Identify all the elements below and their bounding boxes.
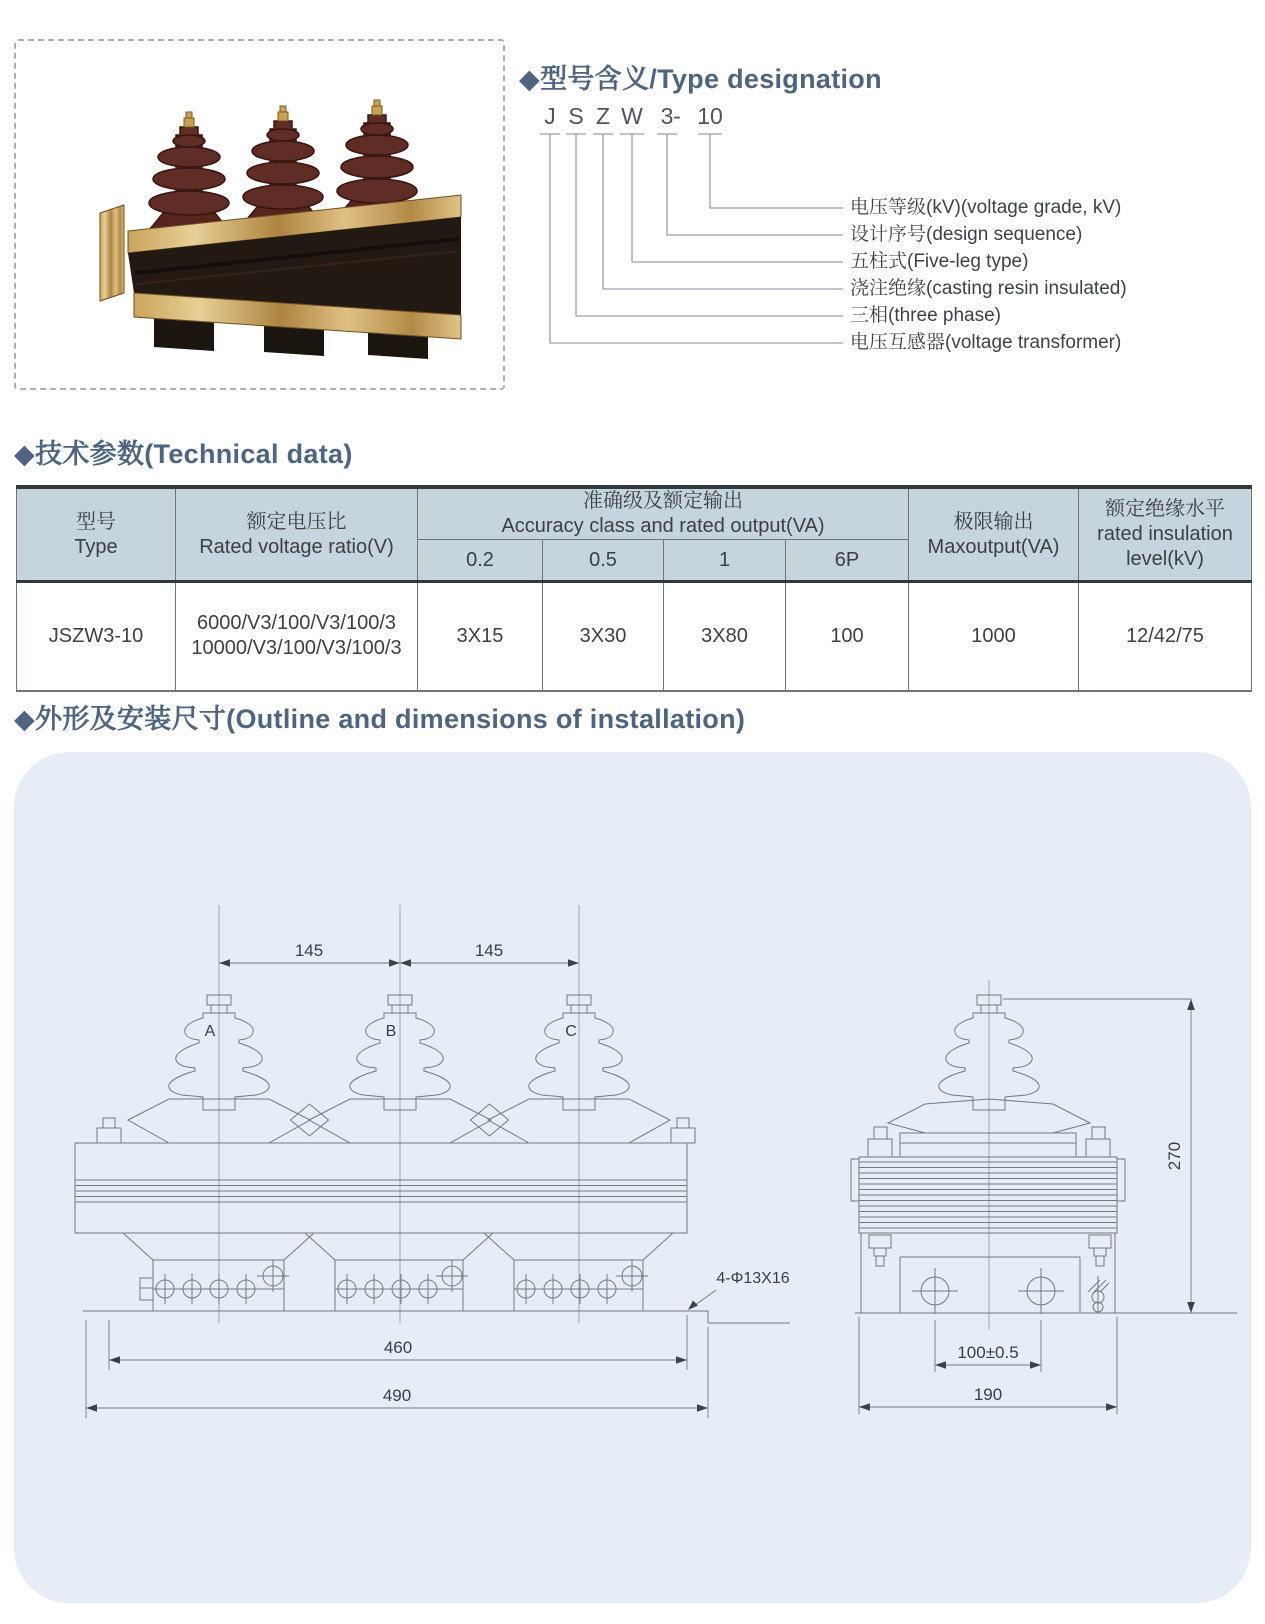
label-casting-resin: 浇注绝缘(casting resin insulated) — [850, 278, 1127, 299]
label-voltage-grade: 电压等级(kV)(voltage grade, kV) — [850, 197, 1122, 218]
cell-insulation: 12/42/75 — [1079, 582, 1252, 691]
outline-drawings — [14, 752, 1251, 1603]
cell-acc-1: 3X80 — [664, 582, 786, 691]
dimension-drawing-panel — [14, 752, 1251, 1603]
cell-ratio: 6000/V3/100/V3/100/3 10000/V3/100/V3/100/3 — [176, 582, 418, 691]
code-char-W: W — [621, 103, 643, 129]
header-max-output: 极限输出 Maxoutput(VA) — [909, 487, 1079, 582]
label-voltage-transformer: 电压互感器(voltage transformer) — [850, 332, 1122, 353]
cell-acc-0-5: 3X30 — [543, 582, 664, 691]
dim-190: 190 — [973, 1385, 1003, 1404]
code-char-10: 10 — [697, 103, 723, 129]
header-accuracy-0-2: 0.2 — [418, 540, 543, 582]
header-accuracy-0-5: 0.5 — [543, 540, 664, 582]
type-designation-diagram — [505, 50, 1265, 380]
hole-note: 4-Φ13X16 — [716, 1270, 790, 1287]
code-char-dash: - — [673, 103, 681, 129]
cell-acc-0-2: 3X15 — [418, 582, 543, 691]
side-view-drawing — [851, 980, 1237, 1414]
header-insulation-level: 额定绝缘水平 rated insulation level(kV) — [1079, 487, 1252, 582]
header-rated-voltage-ratio: 额定电压比 Rated voltage ratio(V) — [176, 487, 418, 582]
label-five-leg-type: 五柱式(Five-leg type) — [850, 251, 1029, 272]
phase-label-b: B — [385, 1023, 397, 1040]
code-char-3: 3 — [660, 103, 674, 129]
cell-max-output: 1000 — [909, 582, 1079, 691]
code-char-Z: Z — [595, 103, 611, 129]
header-type: 型号 Type — [17, 487, 176, 582]
front-view-drawing — [75, 905, 790, 1418]
header-accuracy-group: 准确级及额定输出 Accuracy class and rated output(VA) — [418, 487, 909, 540]
dim-460: 460 — [383, 1338, 413, 1357]
dim-270: 270 — [1165, 1141, 1184, 1171]
dim-490: 490 — [382, 1386, 412, 1405]
header-accuracy-1: 1 — [664, 540, 786, 582]
table-row — [17, 582, 1252, 691]
phase-label-c: C — [565, 1023, 577, 1040]
dim-145-right: 145 — [474, 941, 504, 960]
dim-100: 100±0.5 — [957, 1343, 1019, 1362]
header-accuracy-6p: 6P — [786, 540, 909, 582]
code-char-J: J — [544, 103, 556, 129]
product-photo — [16, 41, 503, 388]
label-three-phase: 三相(three phase) — [850, 305, 1002, 326]
technical-data-table — [16, 485, 1252, 692]
cell-acc-6p: 100 — [786, 582, 909, 691]
outline-title: ◆外形及安装尺寸(Outline and dimensions of installation) — [14, 704, 746, 734]
cell-type: JSZW3-10 — [17, 582, 176, 691]
technical-data-title: ◆技术参数(Technical data) — [14, 439, 353, 469]
type-designation-title: ◆型号含义/Type designation — [519, 64, 882, 94]
label-design-sequence: 设计序号(design sequence) — [850, 224, 1083, 245]
code-char-S: S — [568, 103, 584, 129]
product-photo-box — [14, 39, 505, 390]
phase-label-a: A — [204, 1023, 216, 1040]
transformer-photo-illustration — [100, 100, 461, 359]
dim-145-left: 145 — [294, 941, 324, 960]
